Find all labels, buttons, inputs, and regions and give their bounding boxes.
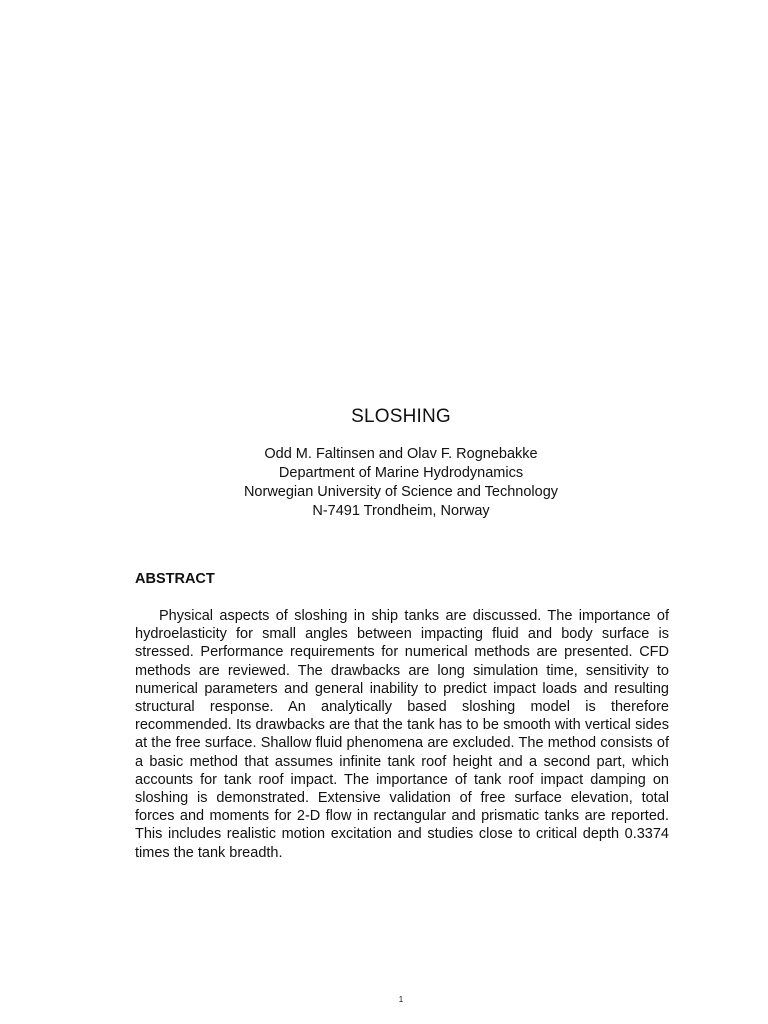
- paper-title: SLOSHING: [351, 406, 451, 427]
- affiliation-address: N-7491 Trondheim, Norway: [312, 503, 490, 519]
- affiliation-department: Department of Marine Hydrodynamics: [278, 465, 524, 481]
- author-block: [0, 445, 768, 521]
- page-number: 1: [398, 995, 404, 1004]
- author-names: Odd M. Faltinsen and Olav F. Rognebakke: [264, 446, 538, 462]
- abstract-heading: ABSTRACT: [135, 571, 215, 587]
- abstract-text: Physical aspects of sloshing in ship tanks are discussed. The importance of hydroelasticity for small angles between impacting fluid and body surface is stressed. Performance requirements for numerical methods are presented. CFD methods are reviewed. The drawbacks are long simulation time, sensitivity to numerical parameters and general inability to predict impact loads and resulting structural response. An analytically based sloshing model is therefore recommended. Its drawbacks are that the tank has to be smooth with vertical sides at the free surface. Shallow fluid phenomena are excluded. The method consists of a basic method that assumes infinite tank roof height and a second part, which accounts for tank roof impact. The importance of tank roof impact damping on sloshing is demonstrated. Extensive validation of free surface elevation, total forces and moments for 2-D flow in rectangular and prismatic tanks are reported. This includes realistic motion excitation and studies close to critical depth 0.3374 times the tank breadth.: [135, 608, 669, 861]
- affiliation-university: Norwegian University of Science and Technology: [243, 484, 559, 500]
